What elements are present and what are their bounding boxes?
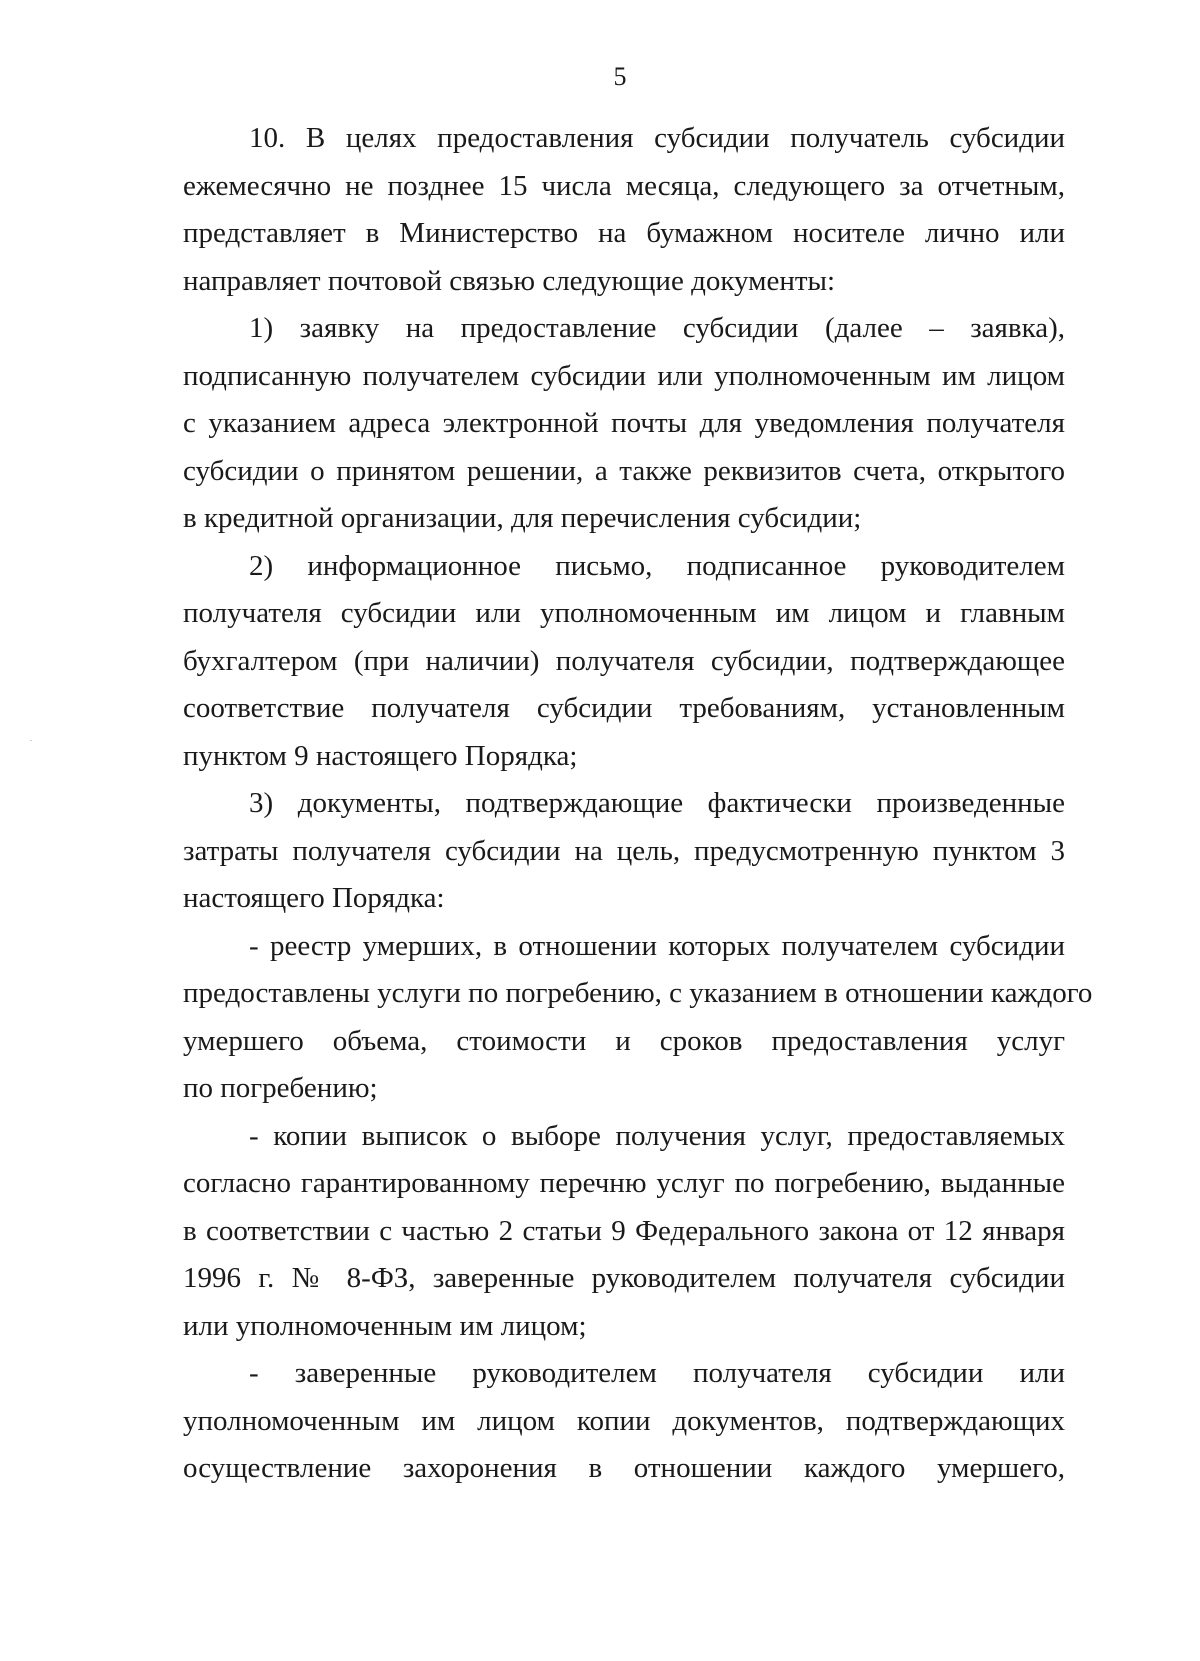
- document-body: [183, 115, 1093, 1493]
- text-line: пунктом 9 настоящего Порядка;: [183, 739, 578, 772]
- text-line: представляет в Министерство на бумажном носителе лично или: [183, 217, 1065, 249]
- text-line: - заверенные руководителем получателя субсидии или: [249, 1357, 1065, 1389]
- text-line: соответствие получателя субсидии требованиям, установленным: [183, 692, 1065, 724]
- text-line: в кредитной организации, для перечисления субсидии;: [183, 502, 862, 534]
- text-line: получателя субсидии или уполномоченным им лицом и главным: [183, 597, 1065, 629]
- text-line: уполномоченным им лицом копии документов, подтверждающих: [183, 1404, 1065, 1437]
- text-line: подписанную получателем субсидии или уполномоченным им лицом: [183, 359, 1065, 392]
- text-line: 1) заявку на предоставление субсидии (далее – заявка),: [249, 312, 1065, 344]
- scan-artifact: [30, 740, 32, 741]
- text-line: 2) информационное письмо, подписанное руководителем: [249, 549, 1065, 582]
- text-line: субсидии о принятом решении, а также реквизитов счета, открытого: [183, 454, 1065, 487]
- text-line: или уполномоченным им лицом;: [183, 1309, 587, 1342]
- text-line: с указанием адреса электронной почты для уведомления получателя: [183, 407, 1065, 439]
- text-line: бухгалтером (при наличии) получателя субсидии, подтверждающее: [183, 644, 1065, 677]
- text-line: - реестр умерших, в отношении которых получателем субсидии: [249, 929, 1065, 962]
- text-line: направляет почтовой связью следующие документы:: [183, 264, 836, 297]
- text-line: затраты получателя субсидии на цель, предусмотренную пунктом 3: [183, 834, 1065, 867]
- text-line: в соответствии с частью 2 статьи 9 Федерального закона от 12 января: [183, 1214, 1065, 1247]
- text-line: осуществление захоронения в отношении каждого умершего,: [183, 1452, 1065, 1484]
- text-line: по погребению;: [183, 1072, 378, 1104]
- text-line: 1996 г. № 8-ФЗ, заверенные руководителем получателя субсидии: [183, 1262, 1065, 1294]
- text-line: согласно гарантированному перечню услуг по погребению, выданные: [183, 1167, 1065, 1199]
- text-line: 3) документы, подтверждающие фактически произведенные: [249, 787, 1065, 819]
- text-line: ежемесячно не позднее 15 числа месяца, следующего за отчетным,: [183, 169, 1065, 202]
- text-line: 10. В целях предоставления субсидии получатель субсидии: [249, 122, 1065, 154]
- text-line: умершего объема, стоимости и сроков предоставления услуг: [183, 1024, 1065, 1057]
- text-line: предоставлены услуги по погребению, с указанием в отношении каждого: [183, 977, 1093, 1009]
- text-line: - копии выписок о выборе получения услуг, предоставляемых: [249, 1119, 1065, 1152]
- page-number: 5: [613, 62, 627, 91]
- text-line: настоящего Порядка:: [183, 882, 445, 914]
